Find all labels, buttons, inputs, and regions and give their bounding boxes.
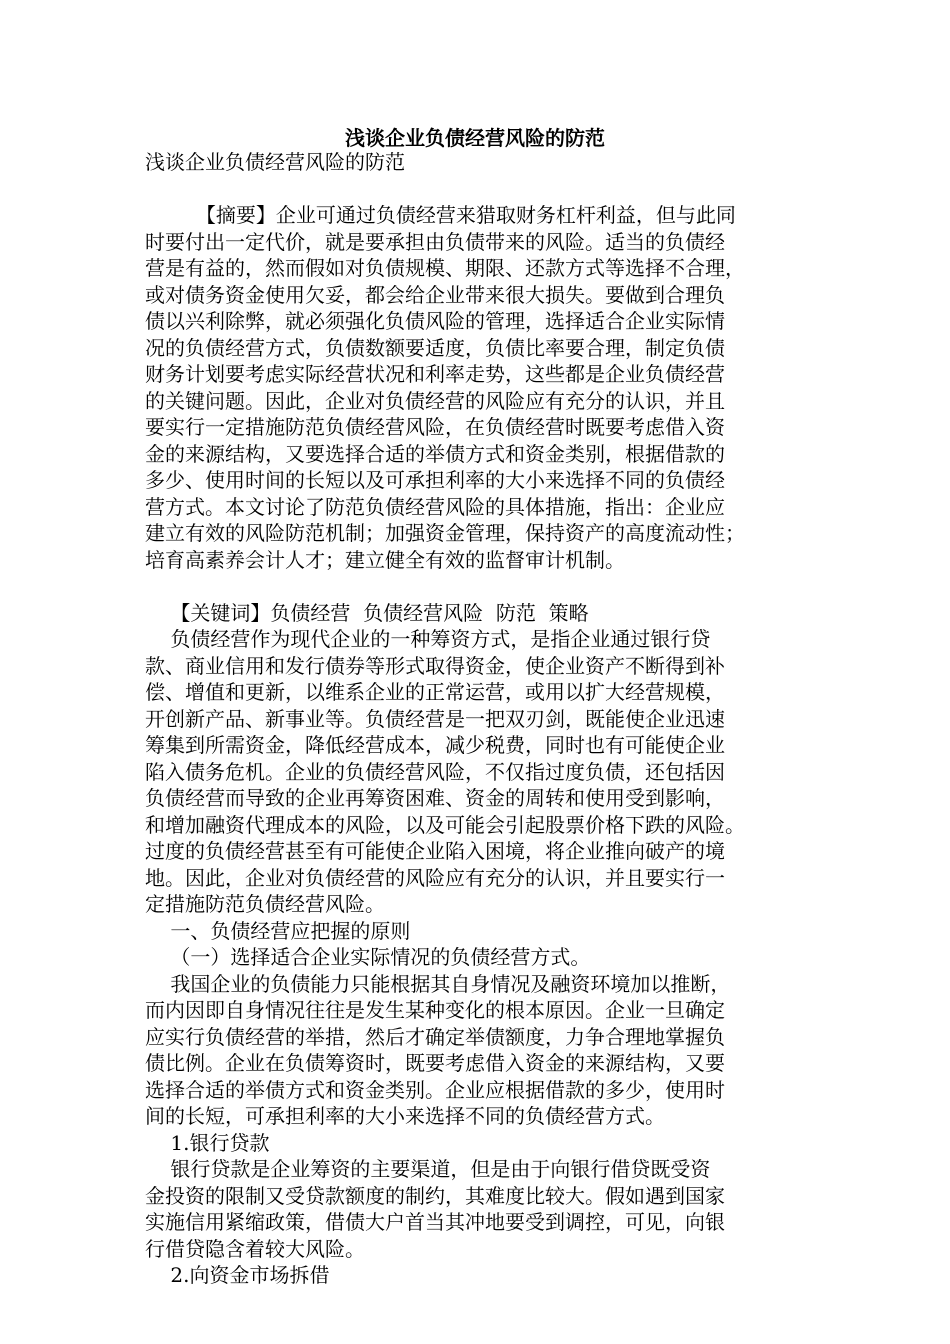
body-line: 和增加融资代理成本的风险，以及可能会引起股票价格下跌的风险。 <box>145 812 745 837</box>
body-line: 况的负债经营方式，负债数额要适度，负债比率要合理，制定负债 <box>145 335 725 360</box>
document-title: 浅谈企业负债经营风险的防范 <box>345 126 605 150</box>
body-line: 的关键问题。因此，企业对负债经营的风险应有充分的认识，并且 <box>145 388 725 413</box>
body-line: 【摘要】企业可通过负债经营来猎取财务杠杆利益，但与此同 <box>145 203 736 227</box>
body-line: 营是有益的，然而假如对负债规模、期限、还款方式等选择不合理， <box>145 256 745 280</box>
body-line: 培育高素养会计人才；建立健全有效的监督审计机制。 <box>145 547 625 572</box>
body-line: 行借贷隐含着较大风险。 <box>145 1236 365 1261</box>
body-line: 1.银行贷款 <box>145 1130 270 1155</box>
body-line: 偿、增值和更新，以维系企业的正常运营，或用以扩大经营规模， <box>145 680 725 704</box>
body-line: 银行贷款是企业筹资的主要渠道，但是由于向银行借贷既受资 <box>145 1157 711 1181</box>
body-line: 一、负债经营应把握的原则 <box>145 918 411 943</box>
body-line: 负债经营作为现代企业的一种筹资方式，是指企业通过银行贷 <box>145 627 711 651</box>
body-line: 开创新产品、新事业等。负债经营是一把双刃剑，既能使企业迅速 <box>145 706 725 731</box>
body-line: 金的来源结构，又要选择合适的举债方式和资金类别，根据借款的 <box>145 441 725 466</box>
body-line: 或对债务资金使用欠妥，都会给企业带来很大损失。要做到合理负 <box>145 282 725 307</box>
body-line: 陷入债务危机。企业的负债经营风险，不仅指过度负债，还包括因 <box>145 759 725 784</box>
body-line: （一）选择适合企业实际情况的负债经营方式。 <box>145 945 591 969</box>
body-line: 应实行负债经营的举措，然后才确定举债额度，力争合理地掌握负 <box>145 1024 725 1049</box>
body-line: 债比例。企业在负债筹资时，既要考虑借入资金的来源结构，又要 <box>145 1051 725 1075</box>
body-line: 债以兴利除弊，就必须强化负债风险的管理，选择适合企业实际情 <box>145 309 725 333</box>
body-line: 要实行一定措施防范负债经营风险，在负债经营时既要考虑借入资 <box>145 415 725 439</box>
body-line: 财务计划要考虑实际经营状况和利率走势，这些都是企业负债经营 <box>145 362 725 386</box>
body-line: 浅谈企业负债经营风险的防范 <box>145 150 405 174</box>
body-line: 2.向资金市场拆借 <box>145 1263 330 1287</box>
body-line: 过度的负债经营甚至有可能使企业陷入困境，将企业推向破产的境 <box>145 839 725 863</box>
body-line: 筹集到所需资金，降低经营成本，减少税费，同时也有可能使企业 <box>145 733 725 757</box>
body-line: 时要付出一定代价，就是要承担由负债带来的风险。适当的负债经 <box>145 229 725 254</box>
body-line: 【关键词】负债经营 负债经营风险 防范 策略 <box>145 600 589 625</box>
body-line: 定措施防范负债经营风险。 <box>145 892 385 916</box>
body-line: 多少、使用时间的长短以及可承担利率的大小来选择不同的负债经 <box>145 468 725 492</box>
body-line: 地。因此，企业对负债经营的风险应有充分的认识，并且要实行一 <box>145 865 725 890</box>
body-line: 选择合适的举债方式和资金类别。企业应根据借款的多少，使用时 <box>145 1077 725 1102</box>
body-line: 负债经营而导致的企业再筹资困难、资金的周转和使用受到影响， <box>145 786 725 810</box>
body-line: 实施信用紧缩政策，借债大户首当其冲地要受到调控，可见，向银 <box>145 1210 725 1234</box>
body-line: 间的长短，可承担利率的大小来选择不同的负债经营方式。 <box>145 1104 665 1128</box>
body-line: 我国企业的负债能力只能根据其自身情况及融资环境加以推断， <box>145 971 731 996</box>
body-line: 营方式。本文讨论了防范负债经营风险的具体措施，指出：企业应 <box>145 494 725 519</box>
body-line: 而内因即自身情况往往是发生某种变化的根本原因。企业一旦确定 <box>145 998 725 1022</box>
body-line: 款、商业信用和发行债券等形式取得资金，使企业资产不断得到补 <box>145 653 725 678</box>
body-line: 建立有效的风险防范机制；加强资金管理，保持资产的高度流动性； <box>145 521 745 545</box>
body-line: 金投资的限制又受贷款额度的制约，其难度比较大。假如遇到国家 <box>145 1183 725 1208</box>
